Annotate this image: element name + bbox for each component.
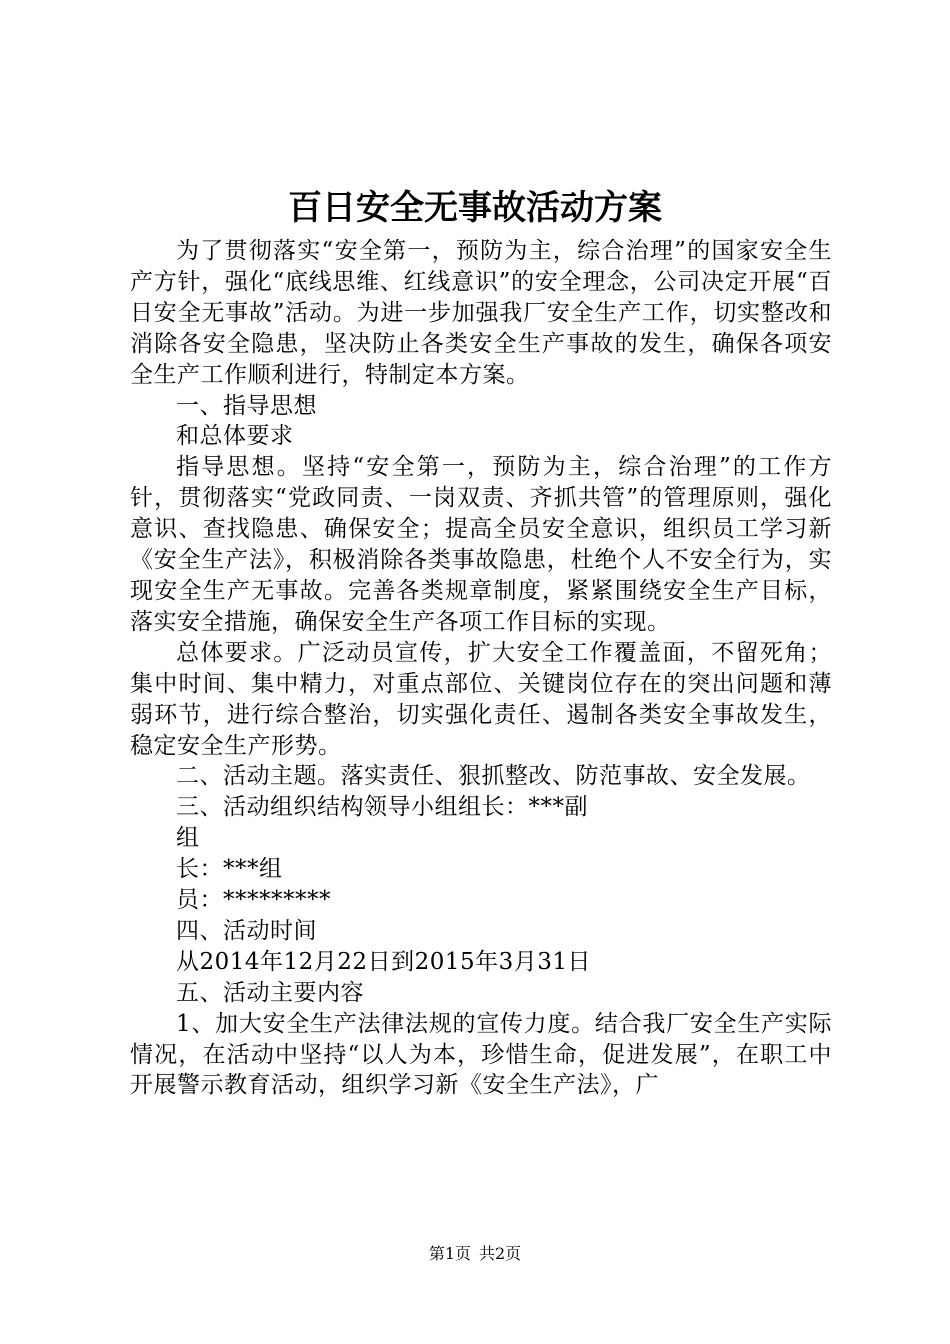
page-number: 第1页 <box>428 1244 471 1263</box>
paragraph-activity-time: 从2014年12月22日到2015年3月31日 <box>176 948 591 975</box>
paragraph-general-requirements: 总体要求。广泛动员宣传，扩大安全工作覆盖面，不留死角；集中时间、集中精力，对重点部位、关键岗位存在的突出问题和薄弱环节，进行综合整治，切实强化责任、遏制各类安全事故发生，稳定安全生产形势。 <box>130 639 832 759</box>
paragraph-organization-cont-3: 员：********* <box>176 887 331 914</box>
page-footer <box>0 1242 950 1266</box>
paragraph-organization: 三、活动组织结构领导小组组长：***副 <box>176 794 588 821</box>
heading-guiding-thought: 一、指导思想 <box>176 392 317 419</box>
paragraph-organization-cont-2: 长：***组 <box>176 856 283 883</box>
document-title: 百日安全无事故活动方案 <box>288 188 662 228</box>
document-body <box>130 236 832 1101</box>
paragraph-guiding-thought: 指导思想。坚持“安全第一，预防为主，综合治理”的工作方针，贯彻落实“党政同责、一岗双责、齐抓共管”的管理原则，强化意识、查找隐患、确保安全；提高全员安全意识，组织员工学习新《安全生产法》，积极消除各类事故隐患，杜绝个人不安全行为，实现安全生产无事故。完善各类规章制度，紧紧围绕安全生产目标，落实安全措施，确保安全生产各项工作目标的实现。 <box>130 454 832 635</box>
paragraph-organization-cont-1: 组 <box>176 825 200 852</box>
heading-general-requirements: 和总体要求 <box>176 423 294 450</box>
heading-activity-time: 四、活动时间 <box>176 917 317 944</box>
page-total: 共2页 <box>479 1244 522 1263</box>
paragraph-main-content-1: 1、加大安全生产法律法规的宣传力度。结合我厂安全生产实际情况，在活动中坚持“以人为本，珍惜生命，促进发展”，在职工中开展警示教育活动，组织学习新《安全生产法》，广 <box>130 1010 832 1099</box>
paragraph-activity-theme: 二、活动主题。落实责任、狠抓整改、防范事故、安全发展。 <box>176 763 811 790</box>
paragraph-intro: 为了贯彻落实“安全第一，预防为主，综合治理”的国家安全生产方针，强化“底线思维、红线意识”的安全理念，公司决定开展“百日安全无事故”活动。为进一步加强我厂安全生产工作，切实整改和消除各安全隐患，坚决防止各类安全生产事故的发生，确保各项安全生产工作顺利进行，特制定本方案。 <box>130 238 832 388</box>
heading-main-content: 五、活动主要内容 <box>176 979 364 1006</box>
